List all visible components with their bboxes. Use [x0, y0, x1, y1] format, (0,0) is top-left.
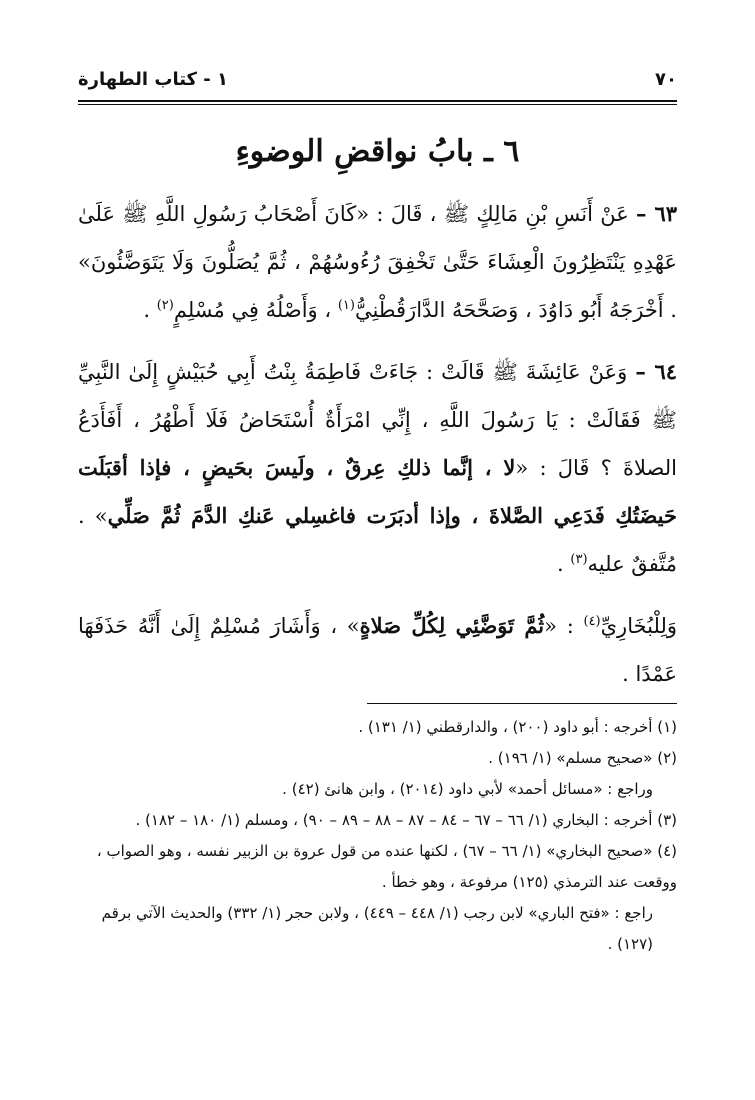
chapter-title: ٦ ـ بابُ نواقضِ الوضوءِ — [235, 134, 520, 169]
footnote-ref[interactable]: (١) — [337, 298, 355, 313]
hadith-text: . — [557, 552, 564, 576]
header-rule — [78, 100, 677, 102]
footnote-2: (٢) «صحيح مسلم» (١/ ١٩٦) . — [488, 749, 677, 767]
footnote-3: (٣) أخرجه : البخاري (١/ ٦٦ – ٦٧ – ٨٤ – ٨٧ – ٨٨ – ٨٩ – ٩٠) ، ومسلم (١/ ١٨٠ – ١٨٢) . — [135, 811, 677, 829]
hadith-text: عَنْ أَنَسِ بْنِ مَالِكٍ ﷺ ، قَالَ : «كَانَ أَصْحَابُ رَسُولِ اللَّهِ ﷺ عَلَىٰ عَهْدِهِ يَنْتَظِرُونَ الْعِشَاءَ حَتَّىٰ تَخْفِقَ رُءُوسُهُمْ ، ثُمَّ يُصَلُّونَ وَلَا يَتَوَضَّئُونَ» . أَخْرَجَهُ أَبُو دَاوُدَ ، وَصَحَّحَهُ الدَّارَقُطْنِيُّ — [78, 202, 677, 322]
hadith-number: ٦٣ – — [636, 201, 677, 226]
hadith-text: ، وَأَصْلُهُ فِي مُسْلِمٍ — [173, 298, 332, 322]
hadith-text: : « — [544, 614, 574, 638]
footnotes — [78, 712, 677, 960]
footnote-ref[interactable]: (٣) — [570, 552, 588, 567]
footnote-4-continuation: راجع : «فتح الباري» لابن رجب (١/ ٤٤٨ – ٤٤٩) ، ولابن حجر (١/ ٣٣٢) والحديث الآتي برقم (١٢٧) . — [101, 904, 653, 953]
hadith-text: » . مُتَّفقٌ عليه — [78, 504, 677, 576]
hadith-text: وَلِلْبُخَارِيِّ — [600, 614, 677, 638]
prophetic-saying: لا ، إنَّما ذلكِ عِرقٌ ، ولَيسَ بحَيضٍ ، فإذا أقبَلَت حَيضَتُكِ فَدَعِي الصَّلاةَ ، وإذا أدبَرَت فاغسِلي عَنكِ الدَّمَ ثُمَّ صَلِّي — [78, 455, 677, 528]
hadith-text: » ، وَأَشَارَ مُسْلِمٌ إِلَىٰ أَنَّهُ حَذَفَهَا عَمْدًا . — [78, 614, 677, 686]
footnote-4: (٤) «صحيح البخاري» (١/ ٦٦ – ٦٧) ، لكنها عنده من قول عروة بن الزبير نفسه ، وهو الصواب ، ووقعت عند الترمذي (١٢٥) مرفوعة ، وهو خطأ . — [96, 842, 677, 891]
hadith-64 — [78, 348, 677, 588]
bukhari-addition — [78, 602, 677, 698]
footnote-2-continuation: وراجع : «مسائل أحمد» لأبي داود (٢٠١٤) ، وابن هانئ (٤٢) . — [282, 780, 653, 798]
footnote-separator — [367, 703, 677, 704]
prophetic-saying: ثُمَّ تَوَضَّئِي لِكُلِّ صَلاةٍ — [359, 613, 545, 638]
header-rule-thin — [78, 104, 677, 105]
book-title: ١ - كتاب الطهارة — [78, 68, 229, 90]
page-number: ٧٠ — [655, 68, 677, 90]
hadith-63 — [78, 190, 677, 334]
hadith-number: ٦٤ – — [635, 359, 677, 384]
running-header — [78, 62, 677, 96]
footnote-1: (١) أخرجه : أبو داود (٢٠٠) ، والدارقطني (١/ ١٣١) . — [358, 718, 677, 736]
footnote-ref[interactable]: (٢) — [156, 298, 174, 313]
footnote-ref[interactable]: (٤) — [583, 614, 601, 629]
hadith-text: . — [143, 298, 151, 322]
body-text — [78, 190, 677, 712]
hadith-text: وَعَنْ عَائِشَةَ ﷺ قَالَتْ : جَاءَتْ فَاطِمَةُ بِنْتُ أَبِي حُبَيْشٍ إِلَىٰ النَّبِيِّ ﷺ فَقَالَتْ : يَا رَسُولَ اللَّهِ ، إِنِّي امْرَأَةٌ أُسْتَحَاضُ فَلَا أَطْهُرُ ، أَفَأَدَعُ الصلاةَ ؟ قَالَ : « — [78, 360, 677, 480]
